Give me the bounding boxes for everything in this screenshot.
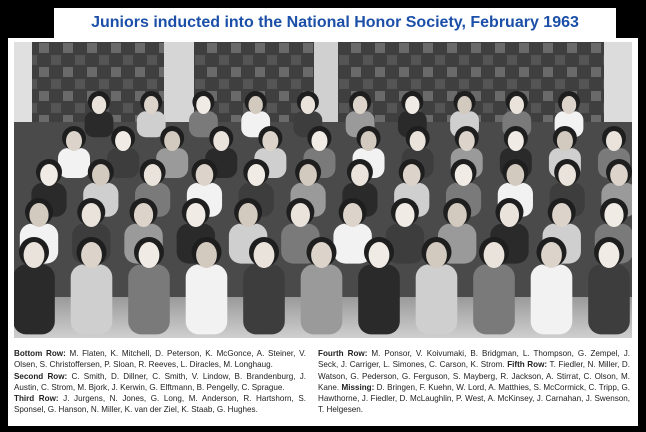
- caption-names: M. Flaten, K. Mitchell, D. Peterson, K. McGonce, A. Steiner, V. Olsen, S. Christoffersen, P. Sloan, R. Reeves, L. Diracles, M. Longhaug.: [14, 349, 307, 370]
- caption-names: T. Fiedler, N. Miller, D. Watson, G. Pederson, G. Ferguson, S. Mayberg, R. Jackson, A. Stirrat, C. Olson, M. Kane.: [318, 360, 631, 392]
- person-face: [403, 164, 421, 186]
- wall-panel-left: [14, 42, 32, 122]
- person-face: [510, 96, 524, 114]
- person-face: [343, 203, 362, 227]
- person-face: [606, 131, 622, 151]
- caption-names: C. Smith, D. Dillner, C. Smith, V. Lindow, B. Brandenburg, J. Austin, C. Strom, M. Bjork, J. Kerwin, G. Elftmann, B. Pengelly, C. Sprague.: [14, 371, 307, 392]
- group-photo-drawing: [14, 42, 632, 338]
- person-face: [507, 164, 525, 186]
- person-face: [115, 131, 131, 151]
- caption-names: M. Ponsor, V. Koivumaki, B. Bridgman, L. Thompson, G. Zempel, J. Seck, J. Carriger, L. Simones, C. Carson, K. Strom.: [318, 349, 630, 370]
- person-face: [369, 242, 390, 268]
- person-face: [144, 164, 162, 186]
- caption-label: Second Row:: [14, 371, 68, 381]
- person-face: [164, 131, 180, 151]
- person-face: [213, 131, 229, 151]
- caption-second-row: [14, 371, 306, 394]
- person-face: [455, 164, 473, 186]
- person-face: [81, 242, 102, 268]
- person-face: [484, 242, 505, 268]
- person-face: [92, 164, 110, 186]
- person-face: [410, 131, 426, 151]
- person-face: [248, 96, 262, 114]
- person-face: [610, 164, 628, 186]
- caption-label: Third Row:: [14, 394, 59, 404]
- person-face: [134, 203, 153, 227]
- person-face: [92, 96, 106, 114]
- photo-panel: [8, 38, 638, 426]
- person-face: [500, 203, 519, 227]
- person-face: [604, 203, 623, 227]
- person-face: [557, 131, 573, 151]
- person-face: [196, 242, 217, 268]
- person-face: [351, 164, 369, 186]
- person-face: [353, 96, 367, 114]
- caption-names: D. Bringen, F. Kuehn, W. Lord, A. Matthies, S. McCormick, C. Tripp, G. Hawthorne, J. Fiedler, D. McLaughlin, P. West, A. McKinsey, J. Carnahan, J. Swenson, T. Helgesen.: [318, 382, 631, 415]
- person-body: [243, 264, 285, 334]
- person-face: [144, 96, 158, 114]
- person-face: [238, 203, 257, 227]
- person-body: [473, 264, 515, 334]
- person-face: [448, 203, 467, 227]
- wall-panel: [164, 42, 194, 122]
- caption-third-row: [14, 393, 306, 416]
- page-title: Juniors inducted into the National Honor Society, February 1963: [91, 14, 579, 31]
- person-face: [29, 203, 48, 227]
- person-face: [196, 164, 214, 186]
- person-face: [186, 203, 205, 227]
- person-body: [71, 264, 113, 334]
- caption-label: Fifth Row:: [507, 360, 548, 370]
- person-face: [541, 242, 562, 268]
- person-face: [262, 131, 278, 151]
- person-face: [558, 164, 576, 186]
- person-body: [531, 264, 573, 334]
- person-face: [311, 131, 327, 151]
- caption-block: [14, 344, 632, 422]
- person-face: [196, 96, 210, 114]
- wall-panel: [314, 42, 338, 122]
- person-body: [301, 264, 343, 334]
- group-photo-icon: [14, 42, 632, 338]
- person-body: [358, 264, 400, 334]
- person-face: [459, 131, 475, 151]
- person-face: [24, 242, 45, 268]
- person-face: [247, 164, 265, 186]
- person-face: [405, 96, 419, 114]
- person-face: [395, 203, 414, 227]
- caption-column-right: [318, 348, 630, 416]
- caption-label: Bottom Row:: [14, 349, 66, 358]
- caption-bottom-row: [14, 348, 306, 371]
- person-face: [562, 96, 576, 114]
- caption-label: Fourth Row:: [318, 349, 368, 358]
- person-face: [66, 131, 82, 151]
- person-face: [457, 96, 471, 114]
- person-body: [416, 264, 458, 334]
- person-face: [552, 203, 571, 227]
- person-face: [599, 242, 620, 268]
- wall-panel-right: [604, 42, 632, 122]
- person-face: [301, 96, 315, 114]
- title-banner: [54, 8, 616, 38]
- person-face: [139, 242, 160, 268]
- caption-names: J. Jurgens, N. Jones, G. Long, M. Anderson, R. Hartshorn, S. Sponsel, G. Hanson, N. Miller, K. van der Ziel, K. Staab, G. Hughes.: [14, 394, 306, 415]
- person-face: [254, 242, 275, 268]
- person-body: [85, 111, 114, 137]
- person-body: [186, 264, 228, 334]
- person-face: [361, 131, 377, 151]
- caption-column-left: [14, 348, 306, 416]
- person-face: [291, 203, 310, 227]
- person-face: [311, 242, 332, 268]
- person-face: [508, 131, 524, 151]
- caption-label: Missing:: [341, 382, 375, 392]
- person-body: [588, 264, 630, 334]
- person-body: [14, 264, 55, 334]
- person-face: [82, 203, 101, 227]
- person-body: [128, 264, 170, 334]
- person-face: [299, 164, 317, 186]
- person-body: [58, 148, 90, 178]
- person-face: [40, 164, 58, 186]
- caption-fourth-fifth-missing: [318, 348, 630, 416]
- person-face: [426, 242, 447, 268]
